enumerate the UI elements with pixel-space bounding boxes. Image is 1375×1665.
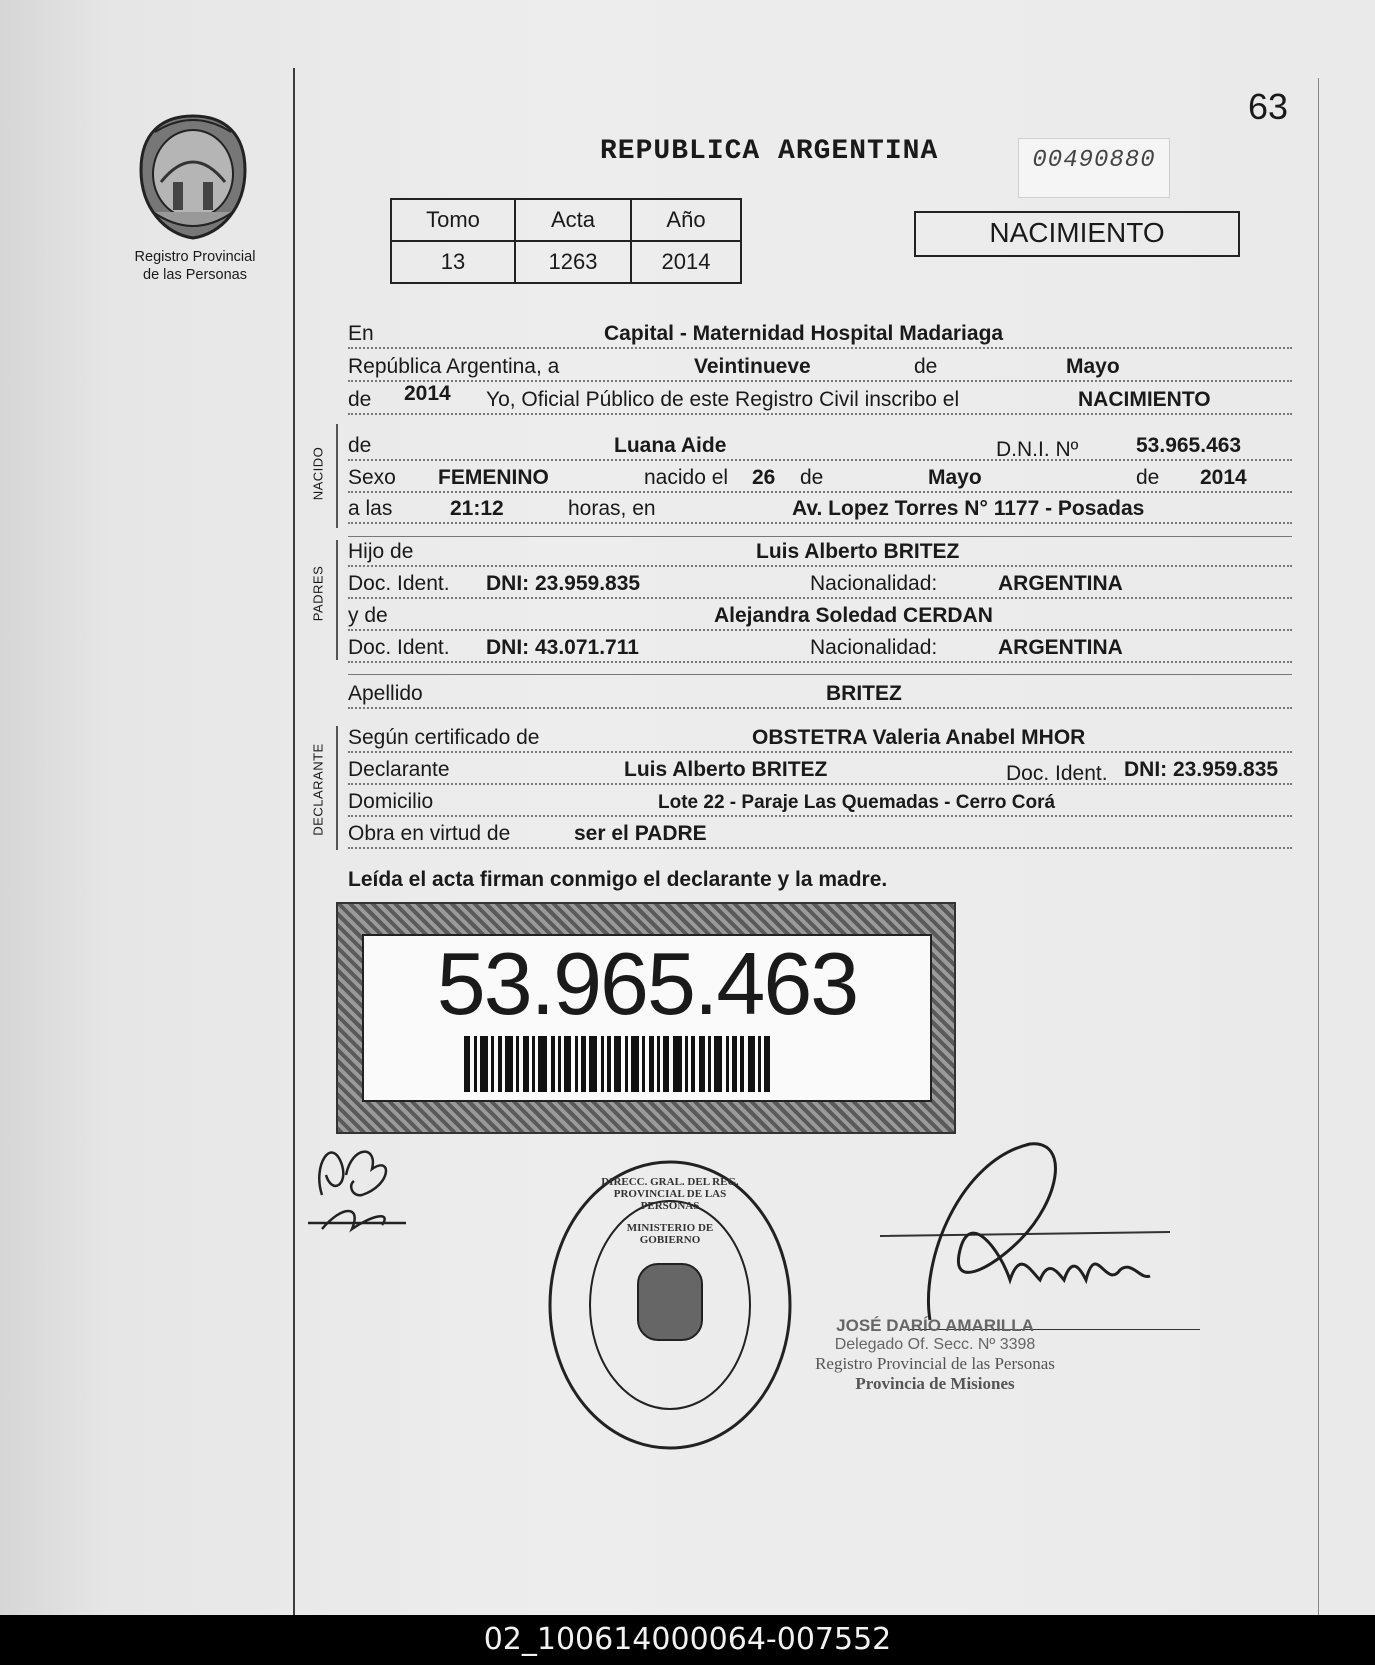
line-certificate [348, 726, 1292, 756]
domicile-value: Lote 22 - Paraje Las Quemadas - Cerro Corá [658, 792, 1056, 813]
serial-number: 00490880 [1032, 147, 1156, 174]
official-province: Provincia de Misiones [855, 1374, 1015, 1393]
line-declarant [348, 758, 1292, 788]
id-barcode [464, 1036, 824, 1092]
barcode-bar [625, 1036, 628, 1092]
closing-note: Leída el acta firman conmigo el declarante y la madre. [348, 868, 888, 891]
year-value: 2014 [404, 382, 451, 405]
barcode-bar [631, 1036, 639, 1092]
barcode-bar [657, 1036, 660, 1092]
section-label-nacido: NACIDO [310, 446, 326, 501]
line-father-doc [348, 572, 1292, 602]
father-doc-value: DNI: 23.959.835 [486, 572, 641, 595]
margin-line [293, 68, 295, 1615]
id-sticker-number: 53.965.463 [436, 934, 858, 1033]
registry-header-acta: Acta [515, 199, 631, 241]
sexo-label: Sexo [348, 466, 396, 489]
cert-value: OBSTETRA Valeria Anabel MHOR [752, 726, 1086, 749]
registry-value-row [391, 241, 741, 283]
barcode-bar [505, 1036, 513, 1092]
registry-table [390, 198, 742, 284]
registry-value-ano: 2014 [631, 241, 741, 283]
id-sticker [336, 902, 956, 1134]
serial-number-box [1018, 138, 1170, 198]
official-org: Registro Provincial de las Personas [815, 1354, 1055, 1373]
barcode-bar [491, 1036, 494, 1092]
barcode-bar [538, 1036, 547, 1092]
line-mother-doc [348, 636, 1292, 666]
barcode-bar [740, 1036, 744, 1092]
mother-name-value: Alejandra Soledad CERDAN [714, 604, 993, 627]
stamp-inner-text: MINISTERIO DE GOBIERNO [626, 1222, 714, 1246]
declarant-name-value: Luis Alberto BRITEZ [624, 758, 828, 781]
official-signature-block [770, 1316, 1100, 1394]
barcode-bar [581, 1036, 586, 1092]
barcode-bar [516, 1036, 519, 1092]
sexo-value: FEMENINO [438, 466, 549, 489]
barcode-bar [673, 1036, 682, 1092]
line-apellido [348, 682, 1292, 712]
month-value: Mayo [1066, 355, 1120, 378]
obra-label: Obra en virtud de [348, 822, 511, 845]
barcode-bar [708, 1036, 711, 1092]
obra-value: ser el PADRE [574, 822, 707, 845]
barcode-bar [642, 1036, 645, 1092]
father-nat-label: Nacionalidad: [810, 572, 938, 595]
registry-header-row [391, 199, 741, 241]
barcode-bar [649, 1036, 654, 1092]
id-sticker-inner [362, 934, 932, 1102]
en-label: En [348, 322, 374, 345]
day-words-value: Veintinueve [694, 355, 811, 378]
record-type-box [914, 211, 1240, 257]
barcode-bar [589, 1036, 597, 1092]
place-value: Capital - Maternidad Hospital Madariaga [604, 322, 1004, 345]
domicile-label: Domicilio [348, 790, 434, 813]
declarant-doc-label: Doc. Ident. [1006, 762, 1108, 785]
line-year [348, 382, 1292, 418]
birth-time-value: 21:12 [450, 497, 504, 520]
child-dni-value: 53.965.463 [1136, 434, 1242, 457]
barcode-bar [663, 1036, 669, 1092]
registry-header-ano: Año [631, 199, 741, 241]
logo-caption [115, 248, 275, 284]
barcode-bar [498, 1036, 502, 1092]
father-nat-value: ARGENTINA [998, 572, 1123, 595]
barcode-bar [607, 1036, 611, 1092]
hijo-de-label: Hijo de [348, 540, 414, 563]
dni-label: D.N.I. Nº [996, 438, 1079, 461]
declarant-signature [302, 1125, 422, 1245]
declarant-label: Declarante [348, 758, 450, 781]
barcode-bar [532, 1036, 535, 1092]
line-domicile [348, 790, 1292, 820]
mother-doc-label: Doc. Ident. [348, 636, 450, 659]
official-title: Delegado Of. Secc. Nº 3398 [834, 1336, 1036, 1353]
barcode-bar [480, 1036, 488, 1092]
declarant-doc-value: DNI: 23.959.835 [1124, 758, 1279, 781]
province-seal-logo [133, 112, 253, 242]
official-stamp [546, 1158, 794, 1452]
nacido-el-label: nacido el [644, 466, 729, 489]
logo-caption-line1: Registro Provincial [134, 249, 256, 265]
barcode-bar [691, 1036, 695, 1092]
official-name: JOSÉ DARÍO AMARILLA [836, 1316, 1034, 1335]
birth-year-value: 2014 [1200, 466, 1247, 489]
barcode-bar [523, 1036, 529, 1092]
barcode-bar [714, 1036, 722, 1092]
line-name [348, 434, 1292, 464]
stamp-outer-text: DIRECC. GRAL. DEL REG. PROVINCIAL DE LAS PERSONAS [601, 1176, 739, 1212]
line-sex [348, 466, 1292, 496]
nacido-de-label3: de [1136, 466, 1160, 489]
act-type-value: NACIMIENTO [1078, 388, 1211, 411]
line-time [348, 497, 1292, 527]
mother-nat-value: ARGENTINA [998, 636, 1123, 659]
barcode-bar [558, 1036, 561, 1092]
official-text: Yo, Oficial Público de este Registro Civil inscribo el [486, 388, 960, 411]
barcode-bar [748, 1036, 755, 1092]
birth-month-value: Mayo [928, 466, 982, 489]
child-name-value: Luana Aide [614, 434, 727, 457]
barcode-bar [732, 1036, 737, 1092]
logo-caption-line2: de las Personas [143, 267, 247, 283]
cert-label: Según certificado de [348, 726, 540, 749]
barcode-bar [726, 1036, 729, 1092]
horas-label: horas, en [568, 497, 656, 520]
de1-label: de [914, 355, 938, 378]
barcode-bar [601, 1036, 604, 1092]
registry-header-tomo: Tomo [391, 199, 515, 241]
birth-day-value: 26 [752, 466, 776, 489]
barcode-bar [474, 1036, 477, 1092]
barcode-bar [551, 1036, 555, 1092]
father-doc-label: Doc. Ident. [348, 572, 450, 595]
birth-address-value: Av. Lopez Torres N° 1177 - Posadas [792, 497, 1145, 520]
registry-value-acta: 1263 [515, 241, 631, 283]
line-father [348, 540, 1292, 570]
section-label-padres: PADRES [310, 565, 326, 622]
nacido-de-label2: de [800, 466, 824, 489]
mother-doc-value: DNI: 43.071.711 [486, 636, 639, 659]
barcode-bar [699, 1036, 705, 1092]
barcode-bar [614, 1036, 621, 1092]
republic-label: República Argentina, a [348, 355, 560, 378]
country-title: REPUBLICA ARGENTINA [600, 136, 939, 167]
official-signature-scribble [870, 1140, 1200, 1330]
record-type: NACIMIENTO [989, 217, 1165, 248]
apellido-label: Apellido [348, 682, 423, 705]
line-date [348, 355, 1292, 385]
y-de-label: y de [348, 604, 388, 627]
right-edge-line [1318, 78, 1319, 1615]
de2-label: de [348, 388, 372, 411]
document-footer-code: 02_100614000064-007552 [0, 1615, 1375, 1665]
a-las-label: a las [348, 497, 393, 520]
line-mother [348, 604, 1292, 634]
barcode-bar [575, 1036, 578, 1092]
father-name-value: Luis Alberto BRITEZ [756, 540, 960, 563]
mother-nat-label: Nacionalidad: [810, 636, 938, 659]
barcode-bar [564, 1036, 571, 1092]
section-label-declarante: DECLARANTE [310, 743, 326, 836]
nacido-de-label: de [348, 434, 372, 457]
apellido-value: BRITEZ [826, 682, 902, 705]
page-number: 63 [1248, 86, 1289, 127]
barcode-bar [758, 1036, 761, 1092]
line-obra [348, 822, 1292, 852]
barcode-bar [764, 1036, 770, 1092]
line-place [348, 322, 1292, 352]
barcode-bar [464, 1036, 470, 1092]
barcode-bar [685, 1036, 688, 1092]
registry-value-tomo: 13 [391, 241, 515, 283]
